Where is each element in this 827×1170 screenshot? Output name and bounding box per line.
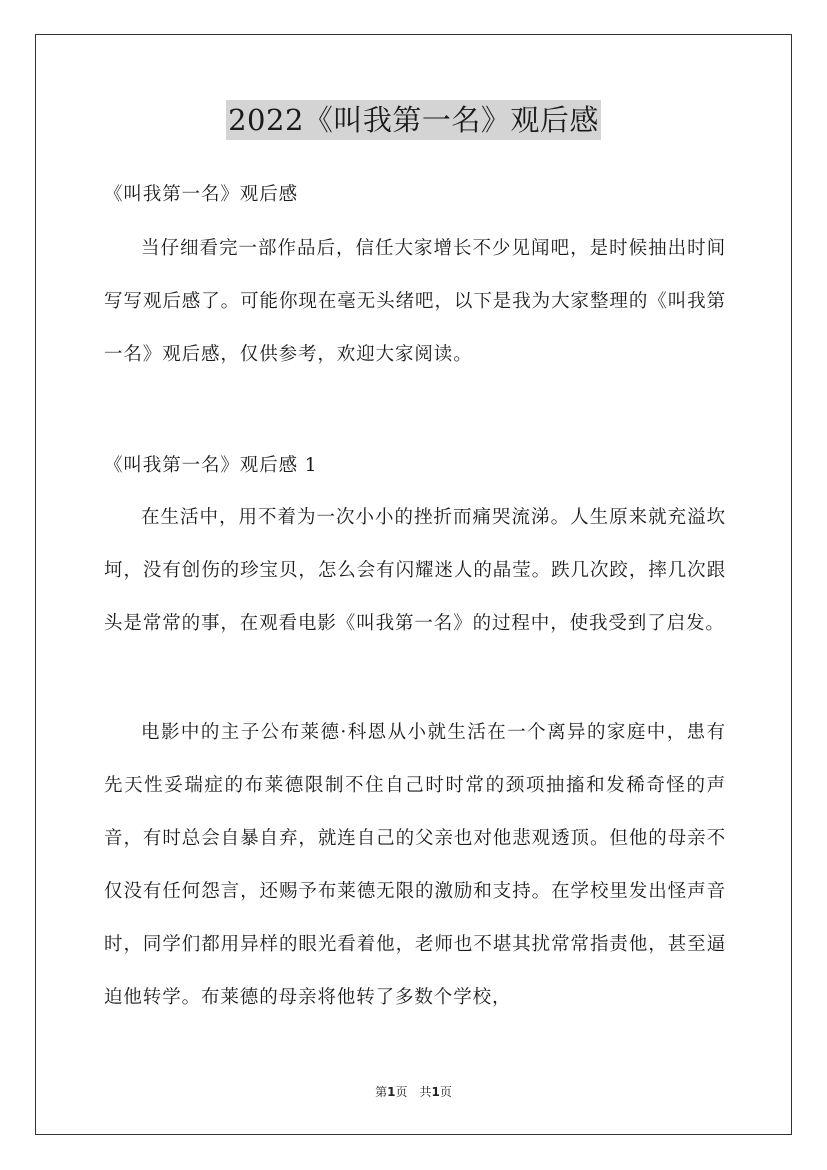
body-paragraph: 电影中的主子公布莱德·科恩从小就生活在一个离异的家庭中，患有先天性妥瑞症的布莱德限制不住自己时时常的颈项抽搐和发稀奇怪的声音，有时总会自暴自弃，就连自己的父亲也对他悲观透顶。但他的母亲不仅没有任何怨言，还赐予布莱德无限的激励和支持。在学校里发出怪声音时，同学们都用异样的眼光看着他，老师也不堪其扰常常指责他，甚至逼迫他转学。布莱德的母亲将他转了多数个学校， bbox=[104, 722, 726, 1008]
body-paragraph: 在生活中，用不着为一次小小的挫折而痛哭流涕。人生原来就充溢坎坷，没有创伤的珍宝贝，怎么会有闪耀迷人的晶莹。跌几次跤，摔几次跟头是常常的事，在观看电影《叫我第一名》的过程中，使我受到了启发。 bbox=[104, 507, 726, 634]
page-current-number: 1 bbox=[387, 1085, 396, 1099]
page-label-suffix: 页 bbox=[439, 1085, 452, 1099]
section-heading: 《叫我第一名》观后感 1 bbox=[104, 455, 318, 476]
title-container bbox=[0, 100, 827, 140]
intro-paragraph: 当仔细看完一部作品后，信任大家增长不少见闻吧，是时候抽出时间写写观后感了。可能你现在毫无头绪吧，以下是我为大家整理的《叫我第一名》观后感，仅供参考，欢迎大家阅读。 bbox=[104, 238, 726, 365]
page-label-mid: 页 共 bbox=[395, 1085, 432, 1099]
page-total-number: 1 bbox=[431, 1085, 440, 1099]
page-label-prefix: 第 bbox=[375, 1085, 388, 1099]
page-footer bbox=[0, 1084, 827, 1100]
document-title: 2022《叫我第一名》观后感 bbox=[226, 100, 601, 140]
document-subtitle: 《叫我第一名》观后感 bbox=[104, 184, 299, 205]
